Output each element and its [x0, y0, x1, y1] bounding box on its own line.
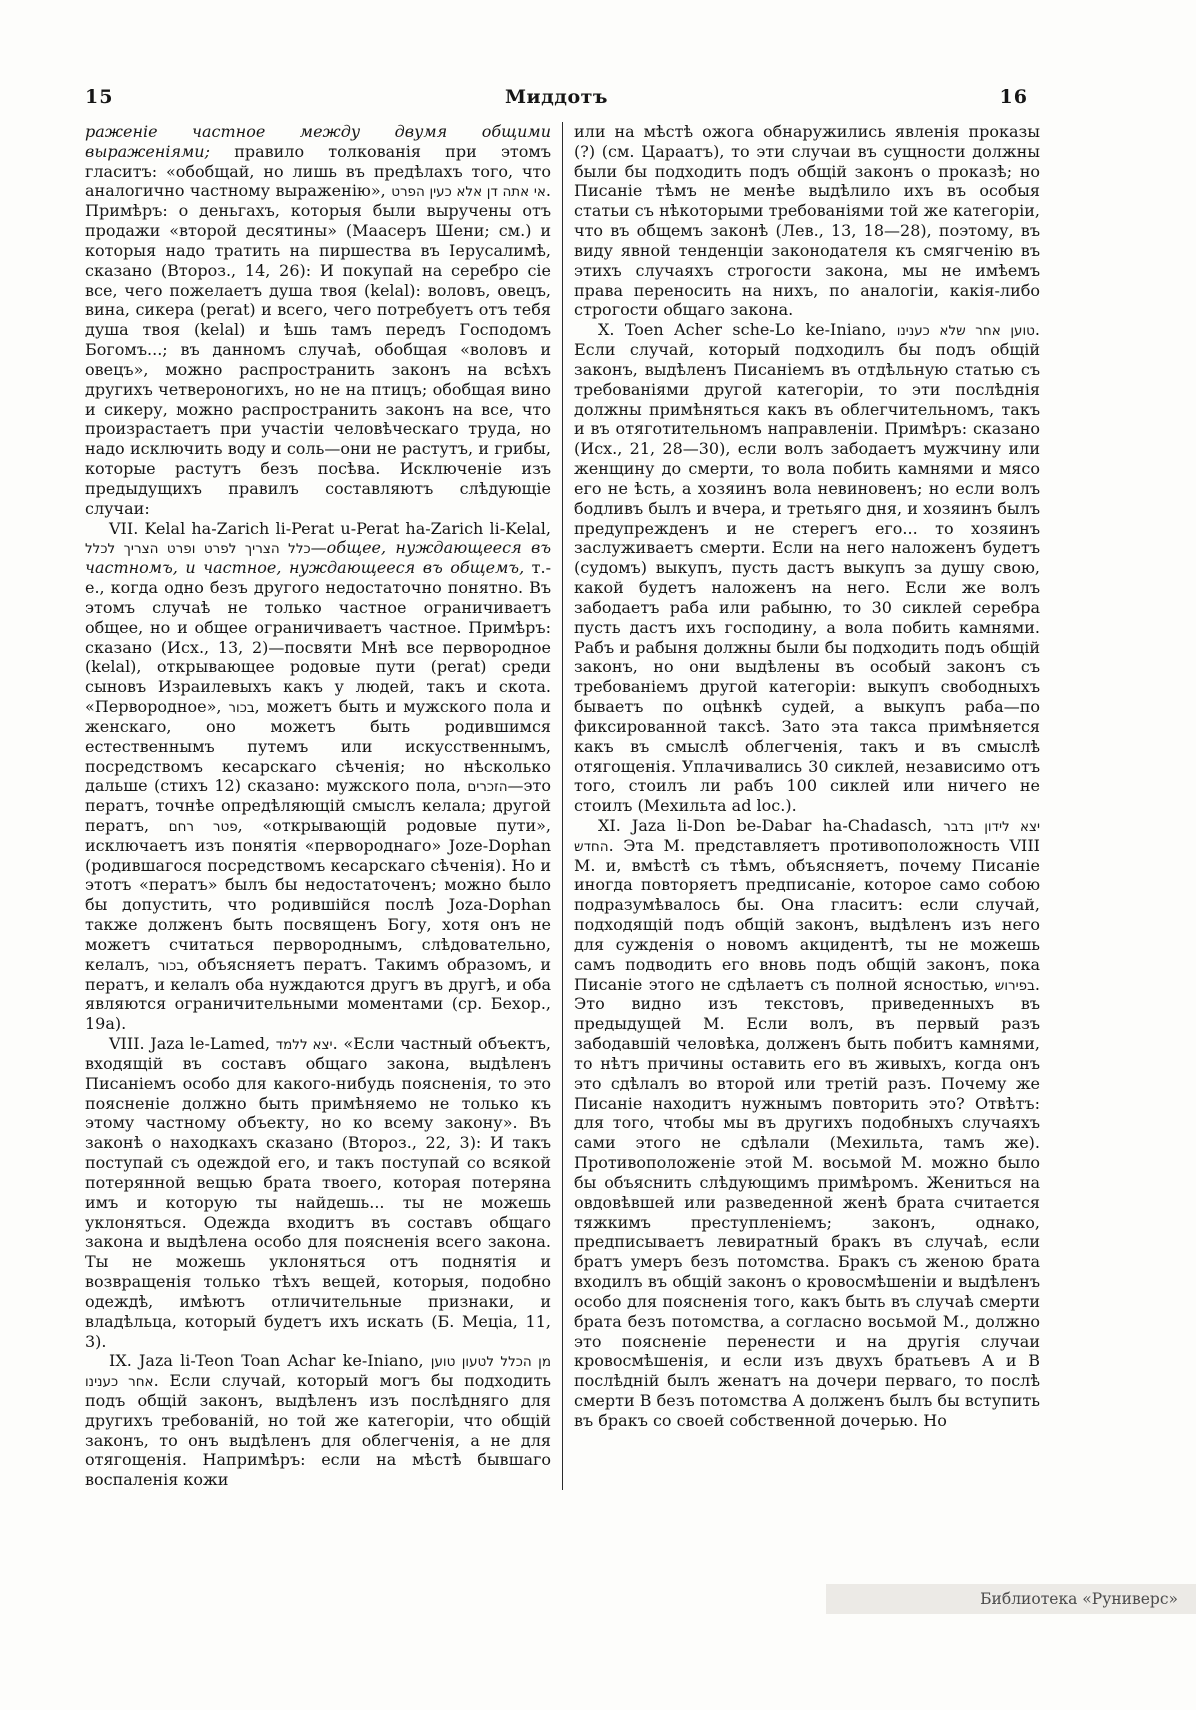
- body-text: —: [310, 538, 327, 558]
- body-text: . Примѣръ: о деньгахъ, которыя были выручены отъ продажи «второй десятины» (Маасеръ Шени; см.) и которыя надо тратить на пиршества въ Іерусалимѣ, сказано (Второз., 14, 26): И покупай на серебро сіе все, чего пожелаетъ душа твоя (kelal): воловъ, овецъ, вина, сикера (perat) и всего, чего потребуетъ отъ тебя душа твоя (kelal) и ѣшь тамъ передъ Господомъ Богомъ...; въ данномъ случаѣ, обобщая «воловъ и овецъ», можно распространить законъ на всѣхъ другихъ четвероногихъ, но не на птицъ; обобщая вино и сикеру, можно распространить законъ на все, что произрастаетъ при участіи человѣческаго труда, но надо исключить воду и соль—они не растутъ, и грибы, которые растутъ безъ посѣва. Исключеніе изъ предыдущихъ правилъ составляютъ слѣдующіе случаи:: [85, 181, 551, 518]
- body-text: XI. Jaza li-Don be-Dabar ha-Chadasch,: [598, 815, 944, 835]
- body-text: VII. Kelal ha-Zarich li-Perat u-Perat ha-Zarich li-Kelal,: [109, 518, 551, 538]
- body-text: . «Если частный объектъ, входящій въ составъ общаго закона, выдѣленъ Писаніемъ особо для какого-нибудь поясненія, то это поясненіе должно быть примѣняемо не только къ этому частному объекту, но ко всему закону». Въ законѣ о находкахъ сказано (Второз., 22, 3): И такъ поступай съ одеждой его, и такъ поступай со всякой потерянной вещью брата твоего, которая потеряна имъ и которую ты найдешь... ты не можешь уклоняться. Одежда входитъ въ составъ общаго закона и выдѣлена особо для поясненія всего закона. Ты не можешь уклоняться отъ поднятія и возвращенія только тѣхъ вещей, которыя, подобно одеждѣ, имѣютъ отличительные признаки, и владѣльца, который будетъ ихъ искать (Б. Меціа, 11, 3).: [85, 1034, 552, 1351]
- body-text: , можетъ быть и мужского пола и женскаго, оно можетъ быть родившимся естественнымъ путемъ или искусственнымъ, посредствомъ кесарскаго сѣченія; но нѣсколько дальше (стихъ 12) сказано: мужского пола,: [85, 697, 552, 796]
- body-text: VIII. Jaza le-Lamed,: [109, 1034, 276, 1054]
- body-text: , объясняетъ ператъ. Такимъ образомъ, и ператъ, и келалъ оба нуждаются другъ въ другѣ, и оба являются ограничительными моментами (ср. Бехор., 19а).: [85, 954, 551, 1034]
- text-columns: [85, 122, 1040, 1490]
- hebrew-phrase: בכור: [157, 957, 185, 974]
- paragraph: [574, 320, 1040, 816]
- paragraph: [85, 1351, 551, 1490]
- body-text: . Если случай, который могъ бы подходить подъ общій законъ, выдѣленъ изъ послѣдняго для другихъ требованій, но той же категоріи, что общій законъ, то онъ выдѣленъ для облегченія, а не для отягощенія. Напримѣръ: если на мѣстѣ бывшаго воспаленія кожи: [85, 1371, 552, 1490]
- hebrew-phrase: פטר רחם: [168, 818, 238, 835]
- column-left: [85, 122, 563, 1490]
- body-text: или на мѣстѣ ожога обнаружились явленія проказы (?) (см. Цараатъ), то эти случаи въ сущности должны были бы подходить подъ общій законъ о проказѣ; но Писаніе тѣмъ не менѣе выдѣлило ихъ въ особыя статьи съ нѣкоторыми требованіями той же категоріи, что въ общемъ законѣ (Лев., 13, 18—28), поэтому, въ виду явной тенденціи законодателя къ смягченію въ этихъ случаяхъ строгости закона, мы не имѣемъ права переносить на нихъ, по аналогіи, какія-либо строгости общаго закона.: [574, 122, 1040, 320]
- hebrew-phrase: מן הכלל לטעון טוען אחר כענינו: [85, 1354, 551, 1391]
- body-text: . Это видно изъ текстовъ, приведенныхъ въ предыдущей М. Если волъ, въ первый разъ забодавшій человѣка, долженъ быть побитъ камнями, то нѣтъ причины оставить его въ живыхъ, когда онъ это сдѣлалъ во второй или третій разъ. Почему же Писаніе находитъ нужнымъ повторить это? Отвѣтъ: для того, чтобы мы въ другихъ подобныхъ случаяхъ сами этого не сдѣлали (Мехильта, тамъ же). Противоположеніе этой М. восьмой М. можно было бы объяснить слѣдующимъ примѣромъ. Жениться на овдовѣвшей или разведенной женѣ брата считается тяжкимъ преступленіемъ; законъ, однако, предписываетъ левиратный бракъ въ случаѣ, если братъ умеръ безъ потомства. Бракъ съ женою брата входилъ въ общій законъ о кровосмѣшеніи и выдѣленъ особо для поясненія того, какъ быть въ случаѣ смерти брата безъ потомства, а согласно восьмой М., должно это поясненіе перенести и на другія случаи кровосмѣшенія, и если изъ двухъ братьевъ А и В послѣдній былъ женатъ на дочери перваго, то послѣ смерти В безъ потомства А долженъ былъ бы вступить въ бракъ со своей собственной дочерью. Но: [574, 974, 1040, 1430]
- body-text: IX. Jaza li-Teon Toan Achar ke-Iniano,: [109, 1351, 431, 1371]
- hebrew-phrase: יצא ללמד: [275, 1037, 333, 1054]
- paragraph: [574, 816, 1040, 1431]
- library-watermark: [826, 1584, 1196, 1614]
- italic-text: общее, нуждающееся въ частномъ, и частное, нуждающееся въ общемъ,: [85, 538, 552, 578]
- body-text: . Если случай, который подходилъ бы подъ общій законъ, выдѣленъ Писаніемъ въ отдѣльную статью съ требованіями другой категоріи, то эти послѣднія должны примѣняться какъ въ облегчительномъ, такъ и въ отяготительномъ направленіи. Примѣръ: сказано (Исх., 21, 28—30), если волъ забодаетъ мужчину или женщину до смерти, то вола побить камнями и мясо его не ѣсть, а хозяинъ вола невиновенъ; но если волъ бодливъ былъ и вчера, и третьяго дня, и хозяинъ былъ предупрежденъ и не стерегъ его... то хозяинъ заслуживаетъ смерти. Если на него наложенъ будетъ (судомъ) выкупъ, пусть дастъ выкупъ за душу свою, какой будетъ наложенъ на него. Если же волъ забодаетъ раба или рабыню, то 30 сиклей серебра пусть дастъ ихъ господину, а вола побить камнями. Рабъ и рабыня должны были бы подходить подъ общій законъ, но они выдѣлены въ особый законъ съ требованіемъ другой категоріи: выкупъ свободныхъ бываетъ по оцѣнкѣ судей, а выкупъ раба—по фиксированной таксѣ. Зато эта такса примѣняется какъ въ смыслѣ облегченія, такъ и въ смыслѣ отягощенія. Уплачивались 30 сиклей, независимо отъ того, стоилъ ли рабъ 100 сиклей или ничего не стоилъ (Мехильта ad loc.).: [574, 320, 1040, 816]
- watermark-text: Библиотека «Руниверс»: [980, 1590, 1178, 1608]
- hebrew-phrase: בכור: [228, 700, 255, 717]
- paragraph: [85, 519, 551, 1035]
- hebrew-phrase: יצא לידון בדבר החדש: [574, 818, 1041, 855]
- paragraph: [85, 122, 551, 519]
- page-number-left: 15: [85, 86, 114, 108]
- body-text: —это ператъ, точнѣе опредѣляющій смыслъ келала; другой ператъ,: [85, 776, 551, 835]
- page-number-right: 16: [999, 86, 1028, 108]
- column-right: [563, 122, 1040, 1490]
- hebrew-phrase: בפירוש: [994, 977, 1035, 994]
- hebrew-phrase: אי אתה דן אלא כעין הפרט: [391, 184, 546, 201]
- hebrew-phrase: כלל הצריך לפרט ופרט הצריך לכלל: [85, 541, 311, 558]
- body-text: , «открывающій родовые пути», исключаетъ изъ понятія «первороднаго» Joze-Dophan (родившагося посредствомъ кесарскаго сѣченія). Но и этотъ «ператъ» былъ бы недостаточенъ; можно было бы допустить, что родившійся послѣ Joza-Dophan также долженъ быть посвященъ Богу, хотя онъ не можетъ считаться первороднымъ, слѣдовательно, келалъ,: [85, 815, 552, 974]
- hebrew-phrase: הזכרים: [467, 779, 508, 796]
- body-text: т.-е., когда одно безъ другого недостаточно понятно. Въ этомъ случаѣ не только частное ограничиваетъ общее, но и общее ограничиваетъ частное. Примѣръ: сказано (Исх., 13, 2)—посвяти Мнѣ все первородное (kelal), открывающее родовые пути (perat) среди сыновъ Израилевыхъ какъ у людей, такъ и скота. «Первородное»,: [85, 558, 551, 717]
- page-header: [85, 86, 1028, 108]
- paragraph: [574, 122, 1040, 320]
- italic-text: раженіе частное между двумя общими выраженіями;: [85, 122, 551, 161]
- running-title: Миддотъ: [505, 86, 608, 108]
- body-text: правило толкованія при этомъ гласитъ: «обобщай, но лишь въ предѣлахъ того, что аналогично частному выраженію»,: [85, 141, 552, 201]
- body-text: X. Toen Acher sche-Lo ke-Iniano,: [598, 320, 897, 340]
- paragraph: [85, 1034, 551, 1351]
- hebrew-phrase: טוען אחר שלא כענינו: [896, 323, 1035, 340]
- body-text: . Эта М. представляетъ противоположность VIII М. и, вмѣстѣ съ тѣмъ, объясняетъ, почему Писаніе иногда повторяетъ предписаніе, которое само собою подразумѣвалось бы. Она гласитъ: если случай, подходящій подъ общій законъ, выдѣленъ изъ него для сужденія о новомъ акцидентѣ, ты не можешь самъ подводить его вновь подъ общій законъ, пока Писаніе этого не сдѣлаетъ съ полной ясностью,: [574, 835, 1040, 994]
